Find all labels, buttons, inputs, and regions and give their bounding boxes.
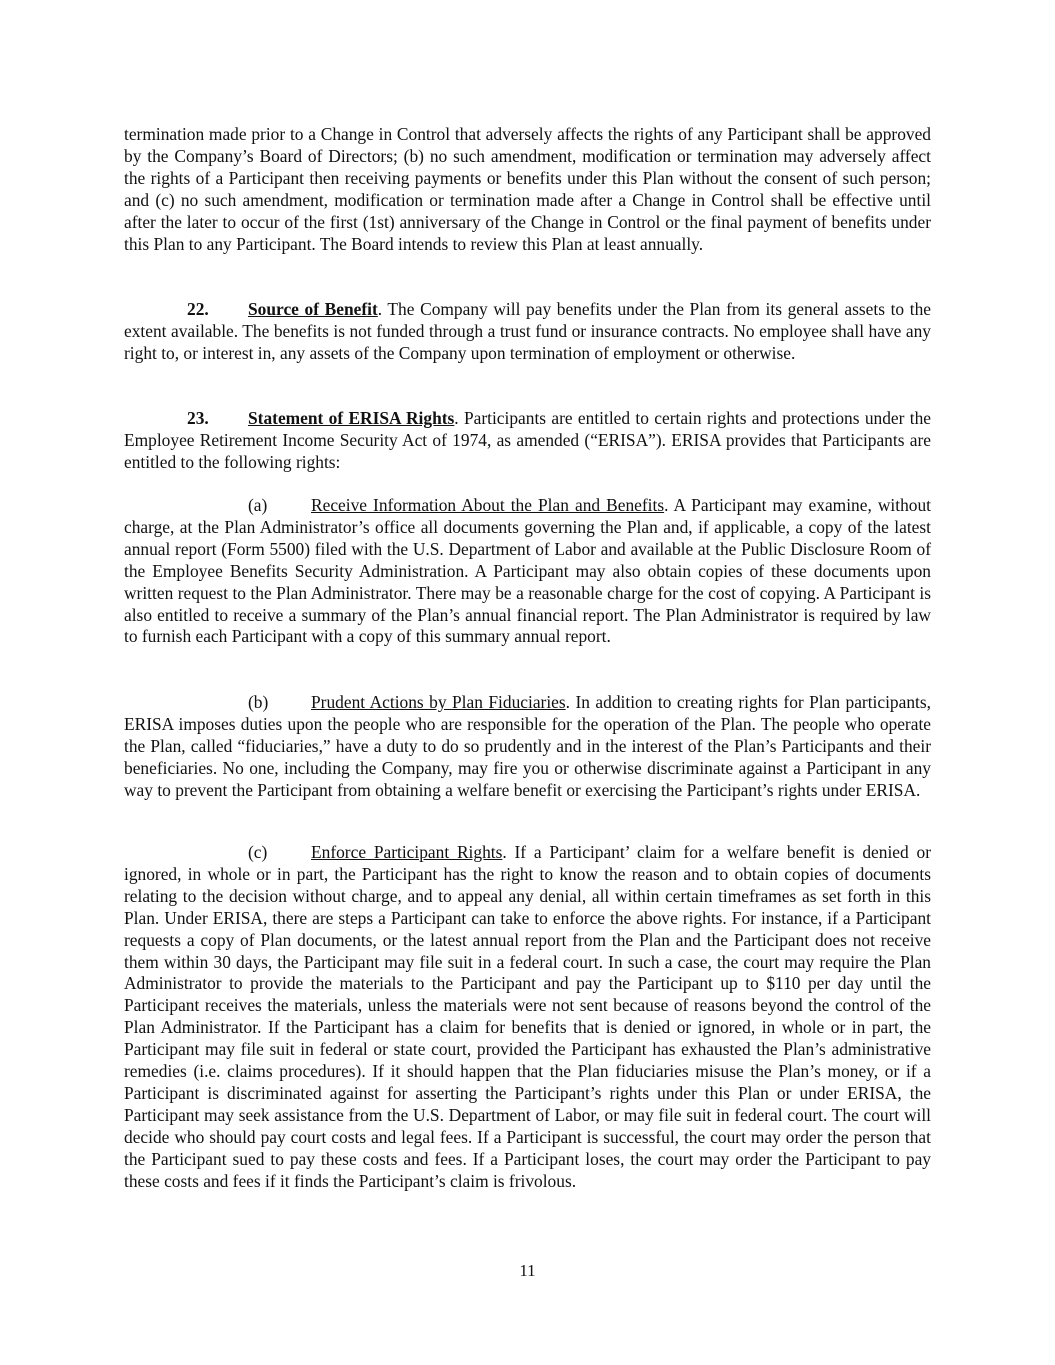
- subsection-heading: Prudent Actions by Plan Fiduciaries: [311, 692, 566, 712]
- section-number: 23.: [187, 408, 209, 428]
- subsection-b: [124, 692, 931, 802]
- subsection-heading: Enforce Participant Rights: [311, 842, 503, 862]
- subsection-heading: Receive Information About the Plan and Benefits: [311, 495, 665, 515]
- subsection-label: (a): [248, 495, 268, 515]
- subsection-c: [124, 842, 931, 1193]
- subsection-label: (b): [248, 692, 269, 712]
- section-23: [124, 408, 931, 474]
- section-22: [124, 299, 931, 365]
- section-text: . Participants are entitled to certain rights and protections under the Employee Retirement Income Security Act of 1974, as amended (“ERISA”). ERISA provides that Participants are entitled to the following rights:: [124, 408, 931, 472]
- subsection-text: . A Participant may examine, without charge, at the Plan Administrator’s office all documents governing the Plan and, if applicable, a copy of the latest annual report (Form 5500) filed with the U.S. Department of Labor and available at the Public Disclosure Room of the Employee Benefits Security Administration. A Participant may also obtain copies of these documents upon written request to the Plan Administrator. There may be a reasonable charge for the cost of copying. A Participant is also entitled to receive a summary of the Plan’s annual financial report. The Plan Administrator is required by law to furnish each Participant with a copy of this summary annual report.: [124, 495, 931, 647]
- subsection-a: [124, 495, 931, 648]
- section-number: 22.: [187, 299, 209, 319]
- subsection-text: . In addition to creating rights for Plan participants, ERISA imposes duties upon the people who are responsible for the operation of the Plan. The people who operate the Plan, called “fiduciaries,” have a duty to do so prudently and in the interest of the Plan’s Participants and their beneficiaries. No one, including the Company, may fire you or otherwise discriminate against a Participant in any way to prevent the Participant from obtaining a welfare benefit or exercising the Participant’s rights under ERISA.: [124, 692, 931, 800]
- section-text: . The Company will pay benefits under the Plan from its general assets to the extent available. The benefits is not funded through a trust fund or insurance contracts. No employee shall have any right to, or interest in, any assets of the Company upon termination of employment or otherwise.: [124, 299, 932, 363]
- section-heading: Source of Benefit: [248, 299, 378, 319]
- subsection-text: . If a Participant’ claim for a welfare benefit is denied or ignored, in whole or in part, the Participant has the right to know the reason and to obtain copies of documents relating to the decision without charge, and to appeal any denial, all within certain timeframes as set forth in this Plan. Under ERISA, there are steps a Participant can take to enforce the above rights. For instance, if a Participant requests a copy of Plan documents, or the latest annual report from the Plan and the Participant does not receive them within 30 days, the Participant may file suit in a federal court. In such a case, the court may require the Plan Administrator to provide the materials to the Participant and pay the Participant up to $110 per day until the Participant receives the materials, unless the materials were not sent because of reasons beyond the control of the Plan Administrator. If the Participant has a claim for benefits that is denied or ignored, in whole or in part, the Participant may file suit in federal or state court, provided the Participant has exhausted the Plan’s administrative remedies (i.e. claims procedures). If it should happen that the Plan fiduciaries misuse the Plan’s money, or if a Participant is discriminated against for asserting the Participant’s rights under this Plan or under ERISA, the Participant may seek assistance from the U.S. Department of Labor, or may file suit in federal court. The court will decide who should pay court costs and legal fees. If a Participant is successful, the court may order the person that the Participant sued to pay these costs and fees. If a Participant loses, the court may order the Participant to pay these costs and fees if it finds the Participant’s claim is frivolous.: [124, 842, 931, 1191]
- continuation-paragraph: termination made prior to a Change in Control that adversely affects the rights of any Participant shall be approved by the Company’s Board of Directors; (b) no such amendment, modification or termination may adversely affect the rights of a Participant then receiving payments or benefits under this Plan without the consent of such person; and (c) no such amendment, modification or termination made after a Change in Control shall be effective until after the later to occur of the first (1st) anniversary of the Change in Control or the final payment of benefits under this Plan to any Participant. The Board intends to review this Plan at least annually.: [124, 124, 931, 254]
- subsection-label: (c): [248, 842, 268, 862]
- page-number: 11: [519, 1261, 536, 1280]
- section-heading: Statement of ERISA Rights: [248, 408, 455, 428]
